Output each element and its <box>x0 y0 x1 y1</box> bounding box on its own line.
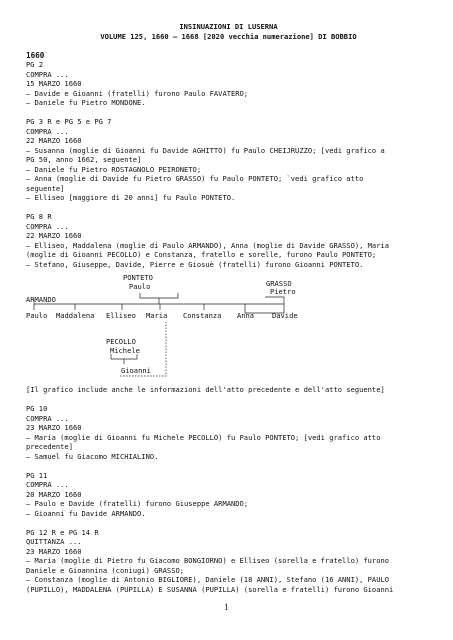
tree-node-ponteto-surname: PONTETO <box>123 273 153 282</box>
tree-node-pecollo-surname: PECOLLO <box>106 337 136 346</box>
tree-child: Constanza <box>183 311 222 320</box>
entry-line: seguente] <box>26 183 65 193</box>
entry-line: – Daniele fu Pietro ROSTAGNOLO PEIRONETO; <box>26 164 202 174</box>
entry-line: – Gioanni fu Davide ARMANDO. <box>26 508 146 518</box>
entry-line: COMPRA ... <box>26 69 69 79</box>
entry-line: PG 2 <box>26 60 44 69</box>
entry-line: – Susanna (moglie di Gioanni fu Davide AGHITTO) fu Paulo CHEIJRUZZO; [vedi grafico a <box>26 145 385 155</box>
entry-line: – Constanza (moglie di Antonio BIGLIORE), Daniele (18 ANNI), Stefano (16 ANNI), PAULO <box>26 575 390 584</box>
entry-line: (PUPILLO), MADDALENA (PUPILLA) E SUSANNA (PUPILLA) (sorella e fratelli) furono Gioanni <box>26 584 394 594</box>
tree-node-grasso-name: Pietro <box>270 287 296 296</box>
tree-node-armando: ARMANDO <box>26 295 56 304</box>
entry-line: PG 11 <box>26 470 48 480</box>
tree-child: Paulo <box>26 311 48 320</box>
family-tree-diagram <box>26 273 431 383</box>
entry-line: Daniele e Gioannina (coniugi) GRASSO; <box>26 565 185 575</box>
tree-node-gioanni: Gioanni <box>121 366 151 375</box>
tree-node-ponteto-name: Paulo <box>129 282 151 291</box>
entry-line: – Maria (moglie di Pietro fu Giacomo BONGIORNO) e Elliseo (sorella e fratello) furono <box>26 556 390 565</box>
diagram-note: [Il grafico include anche le informazioni dell'atto precedente e dell'atto seguente] <box>26 385 385 394</box>
entry-line: – Paulo e Davide (fratelli) furono Giuseppe ARMANDO; <box>26 499 249 508</box>
entry-line: PG 12 R e PG 14 R <box>26 527 99 537</box>
tree-child: Davide <box>272 311 298 320</box>
entry-line: – Davide e Gioanni (fratelli) furono Paulo FAVATERO; <box>26 88 249 98</box>
entry <box>26 404 431 461</box>
entry-line: – Samuel fu Giacomo MICHIALINO. <box>26 451 159 461</box>
entry-line: 15 MARZO 1660 <box>26 79 82 88</box>
entry <box>26 528 431 595</box>
entry-line: QUITTANZA ... <box>26 537 82 546</box>
entry-line: – Maria (moglie di Gioanni fu Michele PECOLLO) fu Paulo PONTETO; [vedi grafico atto <box>26 432 381 442</box>
entry-line: 22 MARZO 1660 <box>26 231 82 240</box>
entry <box>26 117 431 203</box>
tree-node-grasso-surname: GRASSO <box>266 279 292 288</box>
year-heading: 1660 <box>26 50 45 60</box>
entry-line: 23 MARZO 1660 <box>26 423 82 432</box>
tree-child: Anna <box>237 311 255 320</box>
entry-line: 22 MARZO 1660 <box>26 136 82 145</box>
entry-line: COMPRA ... <box>26 413 69 423</box>
entry-line: precedente] <box>26 442 73 451</box>
tree-child: Maria <box>146 311 168 320</box>
entry-line: 20 MARZO 1660 <box>26 489 82 499</box>
entry <box>26 471 431 519</box>
entry-line: COMPRA ... <box>26 480 69 489</box>
tree-child: Maddalena <box>56 311 95 320</box>
entry-line: – Elliseo, Maddalena (moglie di Paulo ARMANDO), Anna (moglie di Davide GRASSO), Maria <box>26 240 390 250</box>
tree-child: Elliseo <box>106 311 136 320</box>
tree-node-pecollo-name: Michele <box>110 346 140 355</box>
entry-line: PG 8 R <box>26 212 52 221</box>
entry-line: COMPRA ... <box>26 126 69 136</box>
entry-line: (moglie di Gioanni PECOLLO) e Constanza, fratello e sorelle, furono Paulo PONTETO; <box>26 250 377 259</box>
page-number: 1 <box>224 602 229 612</box>
entry-line: PG 50, anno 1662, seguente] <box>26 155 142 164</box>
entry-line: – Anna (moglie di Davide fu Pietro GRASSO) fu Paulo PONTETO; `vedi grafico atto <box>26 174 364 183</box>
document-subtitle: VOLUME 125, 1660 – 1668 [2020 vecchia numerazione] DI BOBBIO <box>100 31 357 41</box>
entry-line: 23 MARZO 1660 <box>26 546 82 556</box>
entry <box>26 212 431 269</box>
entry-line: – Elliseo [maggiore di 20 anni] fu Paulo PONTETO. <box>26 193 236 202</box>
document-title: INSINUAZIONI DI LUSERNA <box>179 22 278 31</box>
entry-line: – Daniele fu Pietro MONDONE. <box>26 98 146 107</box>
entry-line: PG 3 R e PG 5 e PG 7 <box>26 117 112 126</box>
entry <box>26 60 431 108</box>
family-tree-lines <box>26 273 431 383</box>
entry-line: COMPRA ... <box>26 221 69 231</box>
entry-line: PG 10 <box>26 404 48 413</box>
document-page <box>26 22 431 594</box>
entry-line: – Stefano, Giuseppe, Davide, Pierre e Giosuè (fratelli) furono Gioanni PONTETO. <box>26 259 364 269</box>
